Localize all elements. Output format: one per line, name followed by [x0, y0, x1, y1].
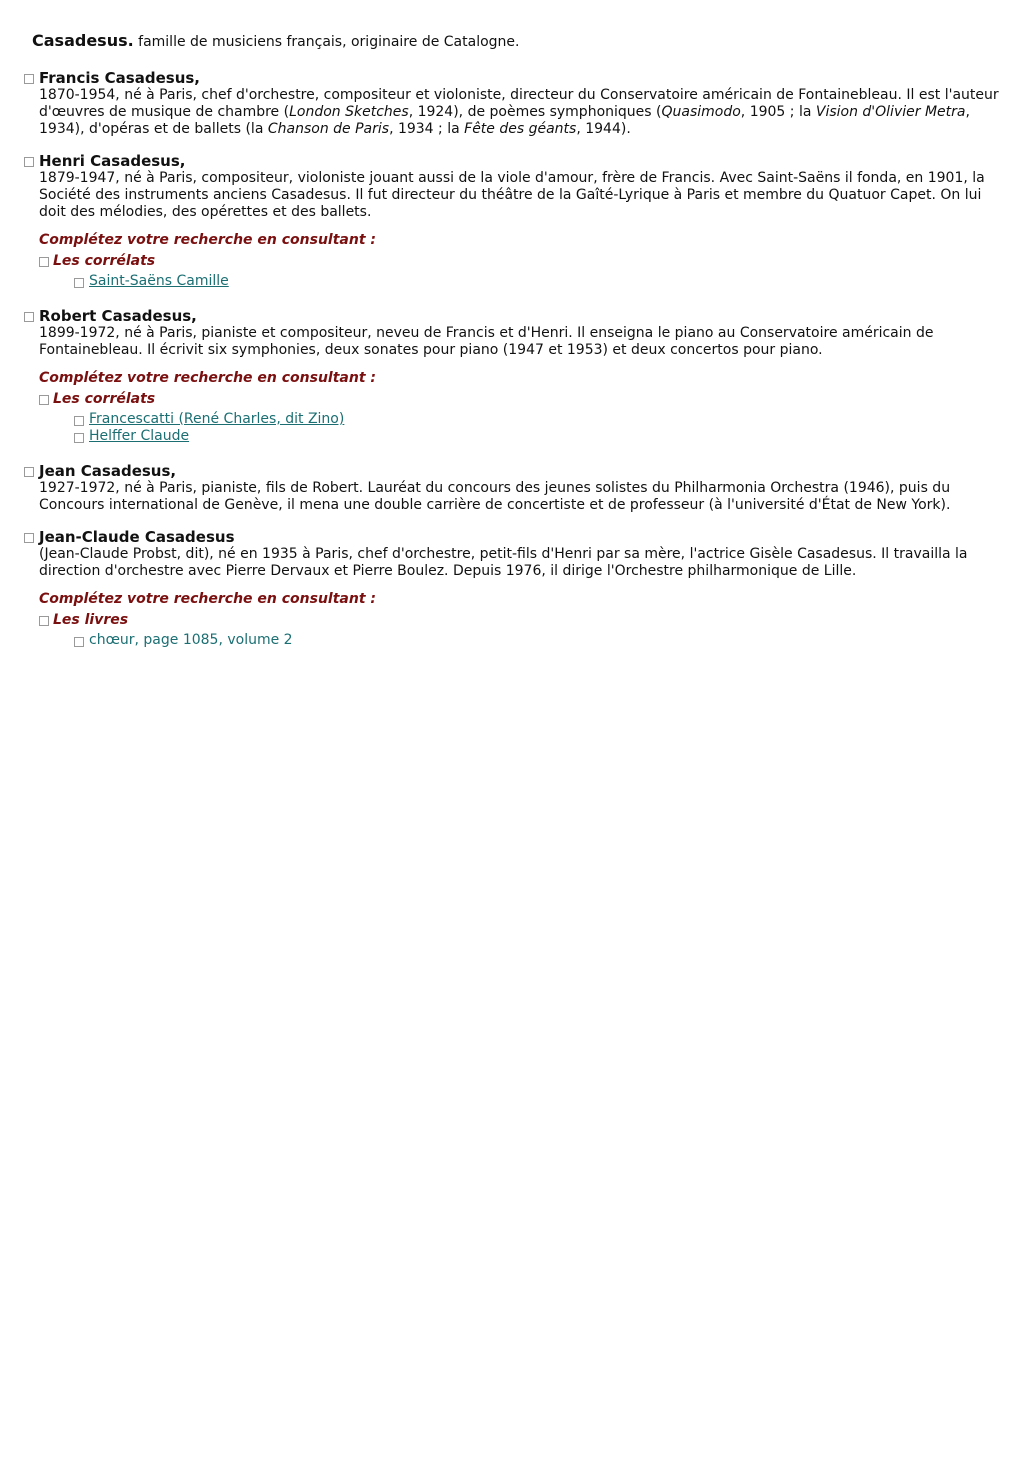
link-helffer[interactable]: Helffer Claude	[89, 428, 190, 444]
article	[0, 0, 1034, 649]
entry-francis	[24, 69, 1006, 138]
entry-body: 1927-1972, né à Paris, pianiste, fils de Robert. Lauréat du concours des jeunes solistes du Philharmonia Orchestra (1946), puis du Concours international de Genève, il mena une double carrière de concertiste et de professeur (à l'université d'État de New York).	[39, 480, 951, 513]
entry-name: Robert Casadesus,	[39, 307, 197, 325]
entry-robert	[24, 307, 1006, 445]
link-francescatti[interactable]: Francescatti (René Charles, dit Zino)	[89, 411, 345, 427]
entry-name: Henri Casadesus,	[39, 152, 186, 170]
entry-body: 1870-1954, né à Paris, chef d'orchestre, compositeur et violoniste, directeur du Conservatoire américain de Fontainebleau. Il est l'auteur d'œuvres de musique de chambre (London Sketches, 1924), de poèmes symphoniques (Quasimodo, 1905 ; la Vision d'Olivier Metra, 1934), d'opéras et de ballets (la Chanson de Paris, 1934 ; la Fête des géants, 1944).	[39, 87, 999, 137]
checkbox-icon[interactable]	[74, 416, 84, 426]
see-also-category: Les corrélats	[39, 390, 1006, 408]
entry-jean	[24, 462, 1006, 514]
see-also-title: Complétez votre recherche en consultant :	[39, 232, 377, 248]
headword: Casadesus.	[32, 31, 134, 50]
link-saint-saens[interactable]: Saint-Saëns Camille	[89, 273, 229, 289]
checkbox-icon[interactable]	[74, 433, 84, 443]
see-also-title: Complétez votre recherche en consultant :	[39, 591, 377, 607]
entry-body: 1879-1947, né à Paris, compositeur, violoniste jouant aussi de la viole d'amour, frère de Francis. Avec Saint-Saëns il fonda, en 1901, la Société des instruments anciens Casadesus. Il fut directeur du théâtre de la Gaîté-Lyrique à Paris et membre du Quatuor Capet. On lui doit des mélodies, des opérettes et des ballets.	[39, 170, 985, 220]
see-also-title: Complétez votre recherche en consultant :	[39, 370, 377, 386]
checkbox-icon[interactable]	[24, 312, 34, 322]
entry-name: Jean Casadesus,	[39, 462, 177, 480]
checkbox-icon[interactable]	[24, 533, 34, 543]
see-also-category: Les livres	[39, 611, 1006, 629]
entry-henri	[24, 152, 1006, 290]
entry-name: Jean-Claude Casadesus	[39, 528, 235, 546]
see-also-category: Les corrélats	[39, 252, 1006, 270]
entry-jean-claude	[24, 528, 1006, 649]
headword-definition: famille de musiciens français, originaire de Catalogne.	[138, 34, 520, 50]
checkbox-icon[interactable]	[24, 74, 34, 84]
checkbox-icon[interactable]	[24, 467, 34, 477]
entry-body: (Jean-Claude Probst, dit), né en 1935 à Paris, chef d'orchestre, petit-fils d'Henri par sa mère, l'actrice Gisèle Casadesus. Il travailla la direction d'orchestre avec Pierre Dervaux et Pierre Boulez. Depuis 1976, il dirige l'Orchestre philharmonique de Lille.	[39, 546, 968, 579]
checkbox-icon[interactable]	[39, 395, 49, 405]
checkbox-icon[interactable]	[74, 637, 84, 647]
checkbox-icon[interactable]	[39, 616, 49, 626]
checkbox-icon[interactable]	[24, 157, 34, 167]
checkbox-icon[interactable]	[39, 257, 49, 267]
entry-body: 1899-1972, né à Paris, pianiste et compositeur, neveu de Francis et d'Henri. Il enseigna le piano au Conservatoire américain de Fontainebleau. Il écrivit six symphonies, deux sonates pour piano (1947 et 1953) et deux concertos pour piano.	[39, 325, 934, 358]
link-choeur[interactable]: chœur, page 1085, volume 2	[89, 632, 293, 648]
entry-name: Francis Casadesus,	[39, 69, 200, 87]
checkbox-icon[interactable]	[74, 278, 84, 288]
intro	[32, 30, 1006, 53]
